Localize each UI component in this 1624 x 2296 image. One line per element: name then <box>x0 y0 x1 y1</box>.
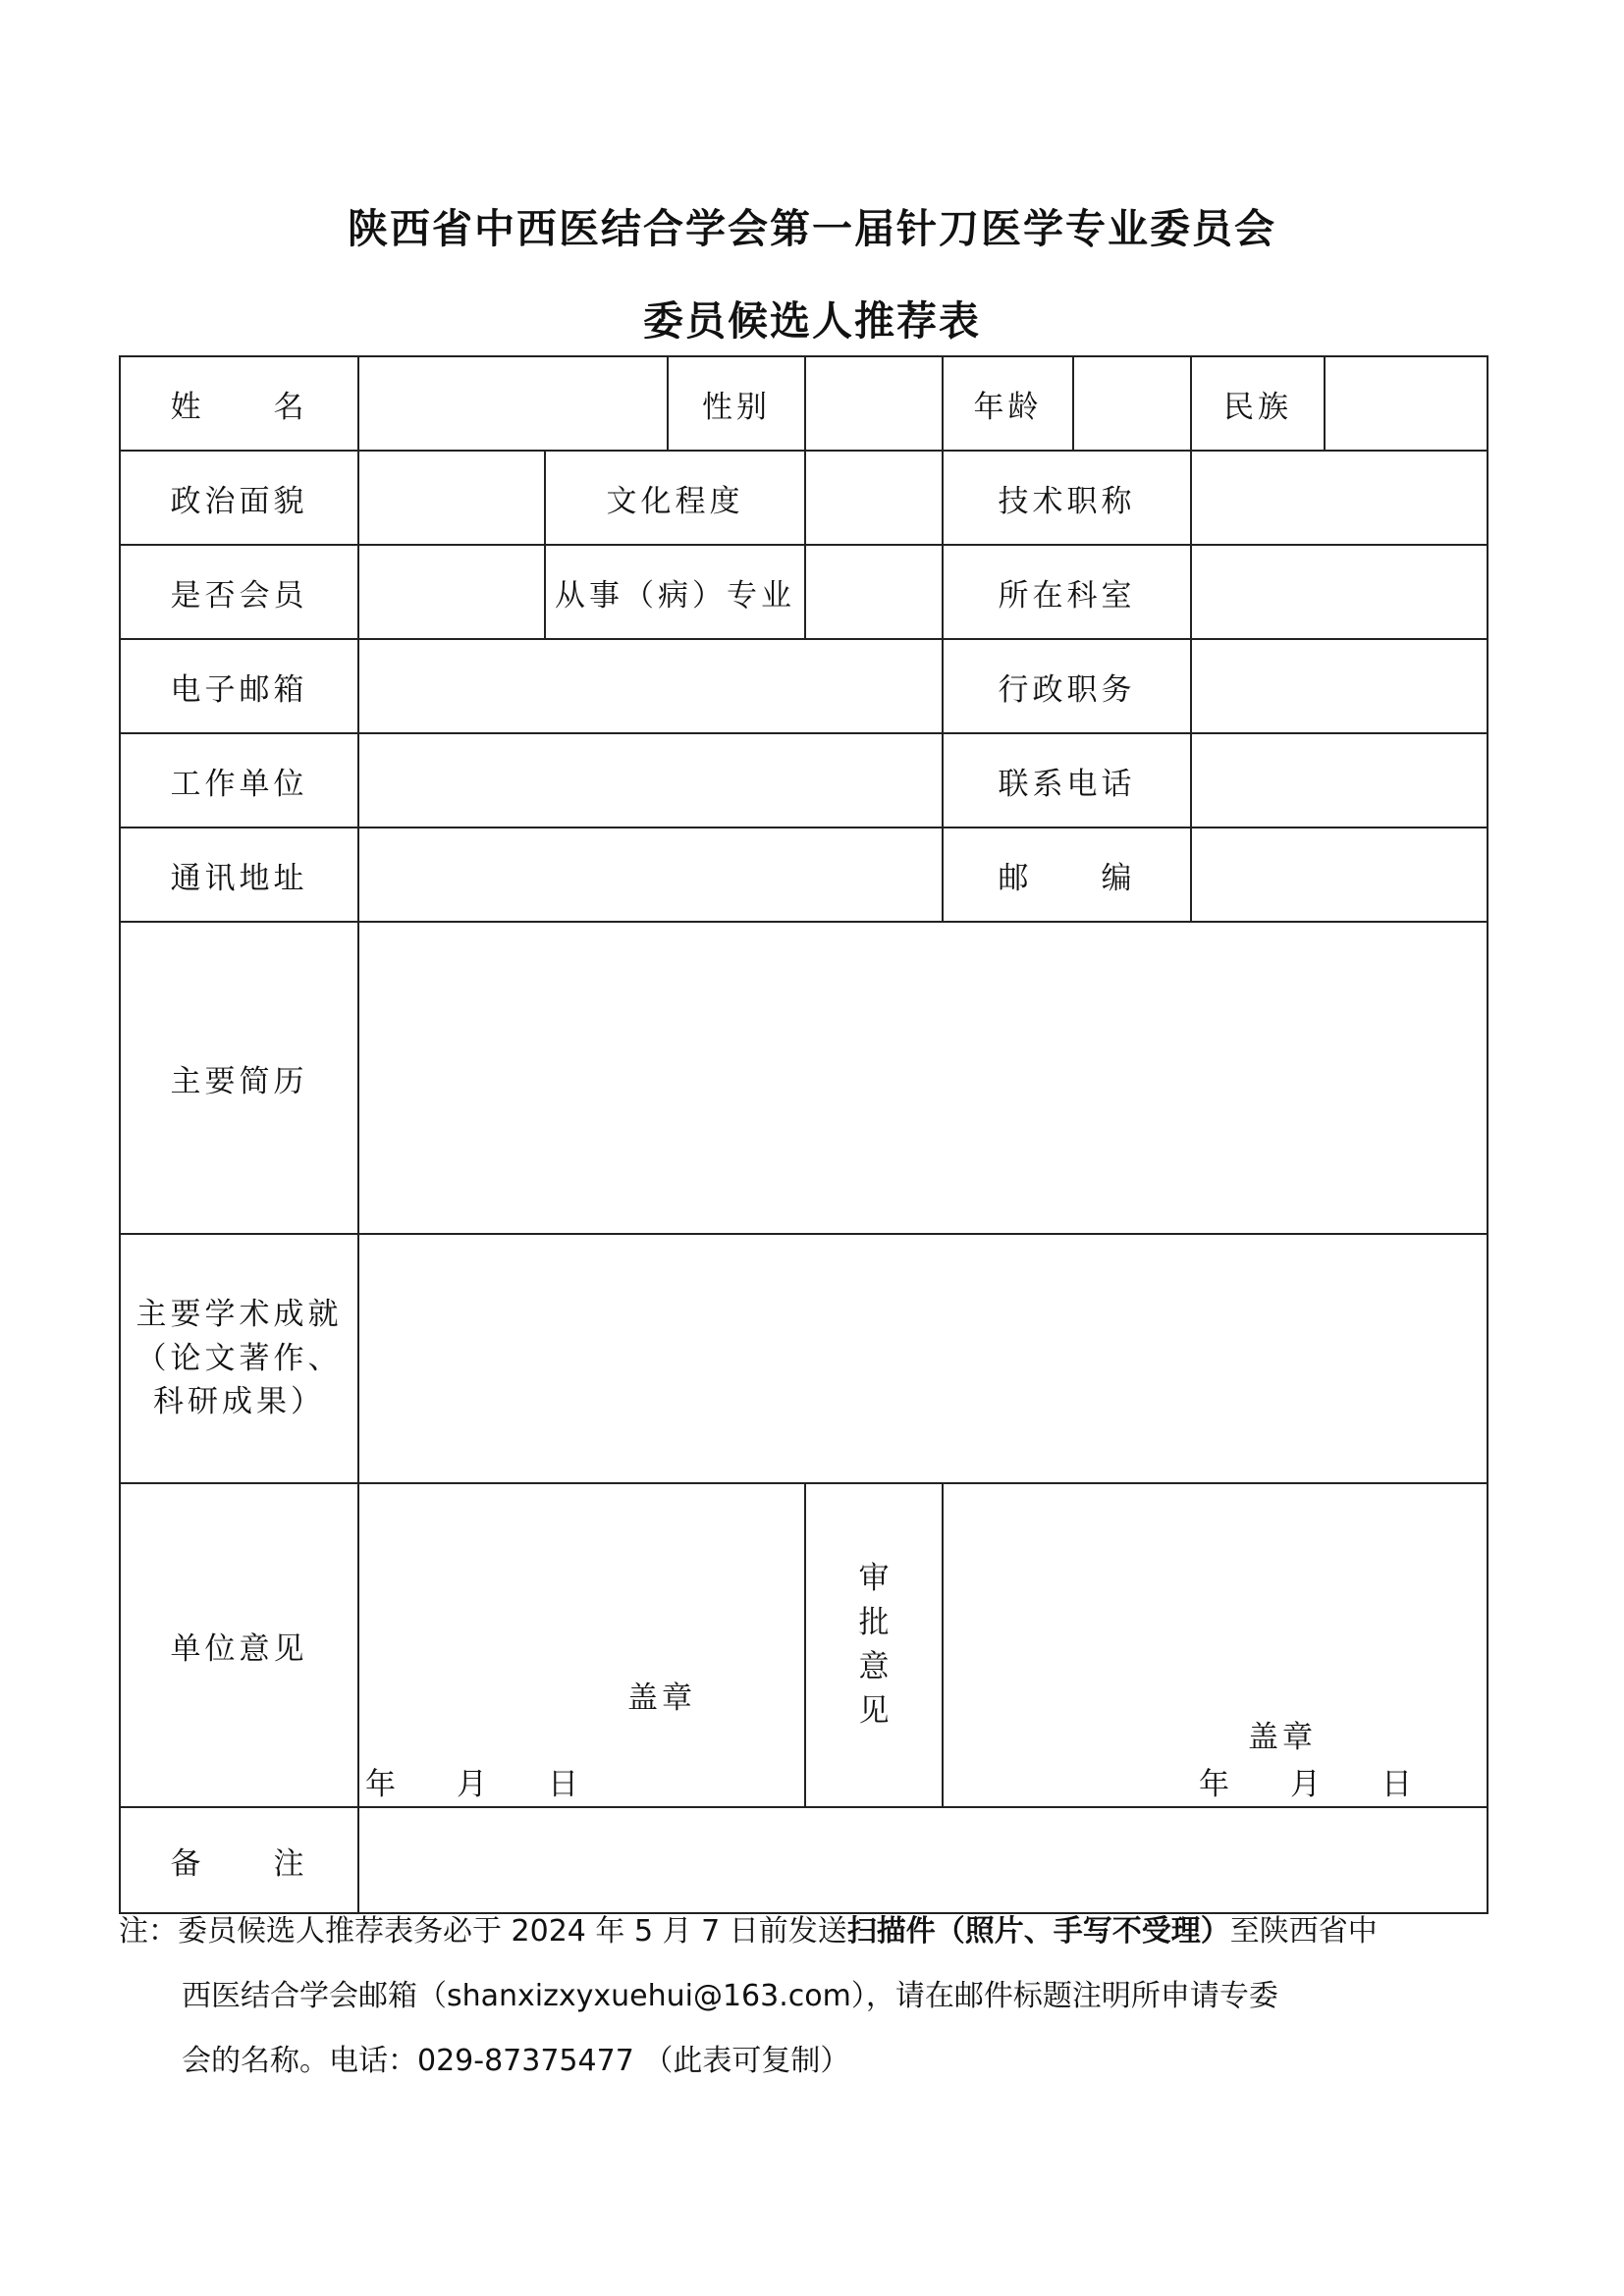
ethnicity-field[interactable] <box>1325 356 1488 451</box>
workplace-field[interactable] <box>358 733 943 828</box>
age-label: 年龄 <box>943 356 1073 451</box>
name-field[interactable] <box>358 356 668 451</box>
remarks-label: 备 注 <box>120 1807 358 1913</box>
political-label: 政治面貌 <box>120 451 358 545</box>
remarks-field[interactable] <box>358 1807 1488 1913</box>
achievements-field[interactable] <box>358 1234 1488 1483</box>
phone-field[interactable] <box>1191 733 1488 828</box>
unit-opinion-label: 单位意见 <box>120 1483 358 1807</box>
postcode-field[interactable] <box>1191 828 1488 922</box>
is-member-field[interactable] <box>358 545 545 639</box>
unit-stamp-label: 盖章 <box>627 1681 696 1716</box>
phone-label: 联系电话 <box>943 733 1191 828</box>
specialty-label: 从事（病）专业 <box>545 545 805 639</box>
note-prefix: 注： <box>119 1914 178 1949</box>
department-label: 所在科室 <box>943 545 1191 639</box>
approval-label: 审批意见 <box>858 1561 890 1729</box>
specialty-field[interactable] <box>805 545 943 639</box>
note-bold-text: 扫描件（照片、手写不受理） <box>846 1914 1230 1949</box>
note-line-1 <box>119 1899 1489 1964</box>
note-line-2: 西医结合学会邮箱（shanxizxyxuehui@163.com），请在邮件标题注明所申请专委 <box>182 1979 1278 2013</box>
unit-opinion-field[interactable] <box>358 1483 805 1807</box>
note-line-3: 会的名称。电话：029-87375477 （此表可复制） <box>182 2044 850 2078</box>
submission-note <box>119 1899 1489 2094</box>
resume-label: 主要简历 <box>120 922 358 1234</box>
tech-title-field[interactable] <box>1191 451 1488 545</box>
nomination-form-table <box>119 355 1489 1914</box>
age-field[interactable] <box>1073 356 1191 451</box>
gender-field[interactable] <box>805 356 943 451</box>
admin-post-field[interactable] <box>1191 639 1488 733</box>
ethnicity-label: 民族 <box>1191 356 1325 451</box>
approval-field[interactable] <box>943 1483 1488 1807</box>
department-field[interactable] <box>1191 545 1488 639</box>
approval-label-cell <box>805 1483 943 1807</box>
address-label: 通讯地址 <box>120 828 358 922</box>
education-label: 文化程度 <box>545 451 805 545</box>
approval-stamp-label: 盖章 <box>1248 1720 1317 1755</box>
email-field[interactable] <box>358 639 943 733</box>
note-text-2: 至陕西省中 <box>1229 1914 1378 1949</box>
approval-date-label: 年 月 日 <box>1199 1767 1412 1802</box>
is-member-label: 是否会员 <box>120 545 358 639</box>
address-field[interactable] <box>358 828 943 922</box>
unit-date-label: 年 月 日 <box>365 1767 578 1802</box>
form-subtitle: 委员候选人推荐表 <box>643 297 981 345</box>
name-label: 姓 名 <box>120 356 358 451</box>
postcode-label: 邮 编 <box>943 828 1191 922</box>
email-label: 电子邮箱 <box>120 639 358 733</box>
education-field[interactable] <box>805 451 943 545</box>
note-text-1: 委员候选人推荐表务必于 2024 年 5 月 7 日前发送 <box>178 1914 847 1949</box>
workplace-label: 工作单位 <box>120 733 358 828</box>
form-title: 陕西省中西医结合学会第一届针刀医学专业委员会 <box>348 205 1276 252</box>
achievements-label: 主要学术成就（论文著作、科研成果） <box>120 1234 358 1483</box>
political-field[interactable] <box>358 451 545 545</box>
resume-field[interactable] <box>358 922 1488 1234</box>
admin-post-label: 行政职务 <box>943 639 1191 733</box>
gender-label: 性别 <box>668 356 805 451</box>
tech-title-label: 技术职称 <box>943 451 1191 545</box>
